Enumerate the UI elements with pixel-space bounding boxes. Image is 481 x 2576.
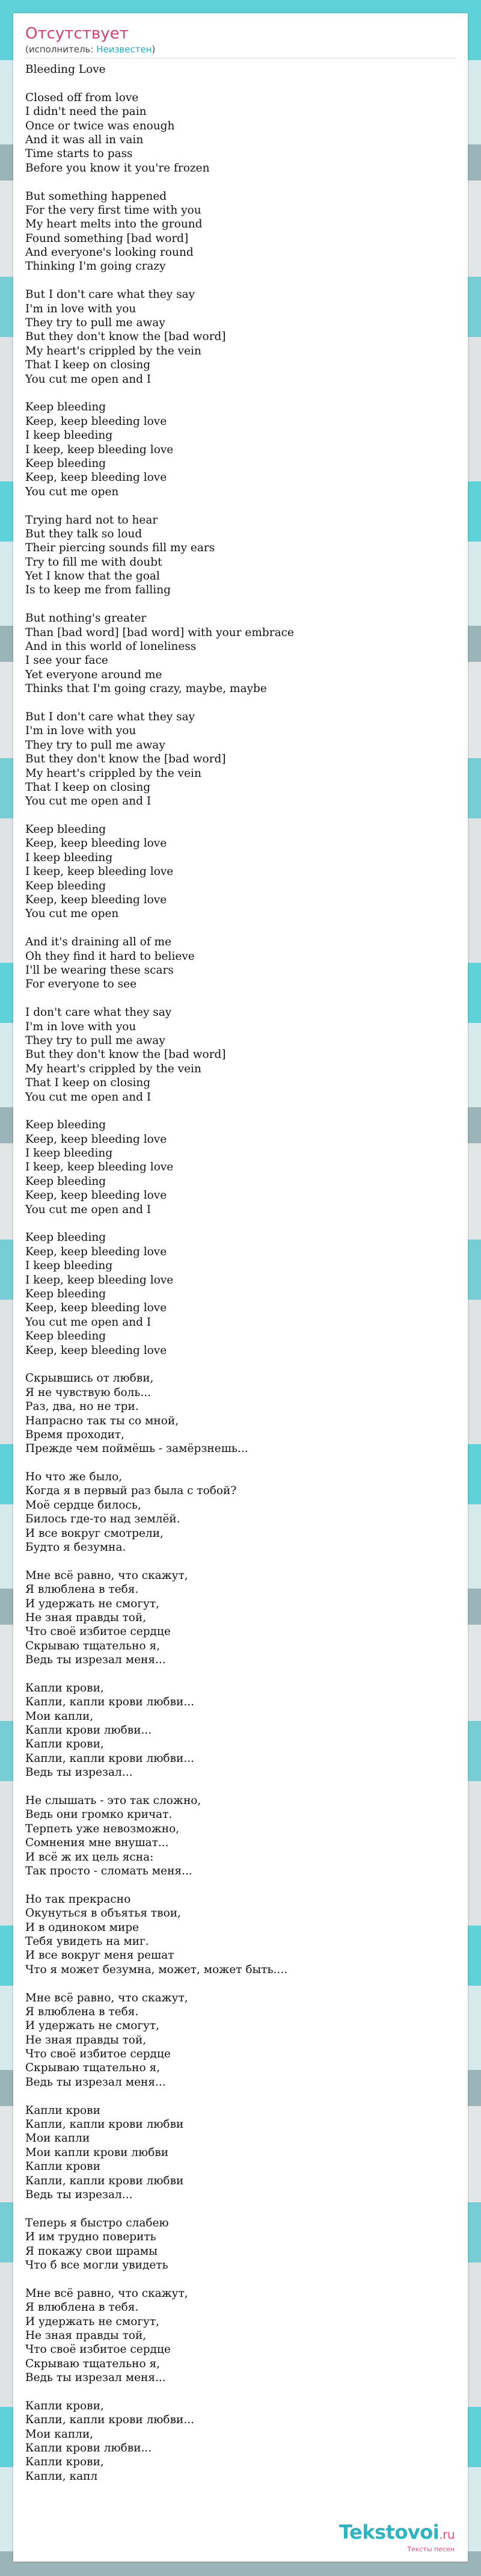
lyric-line: Ведь ты изрезал... — [25, 1766, 133, 1779]
lyric-line: Что своё избитое сердце — [25, 1625, 171, 1639]
lyric-line: I keep, keep bleeding love — [25, 1273, 174, 1286]
lyric-line: Капли, капл — [25, 2469, 98, 2483]
lyric-line: Билось где-то над землёй. — [25, 1513, 180, 1526]
lyric-line: Мне всё равно, что скажут, — [25, 1569, 188, 1582]
lyric-line: Капли крови — [25, 2104, 100, 2117]
lyric-line — [25, 921, 456, 935]
lyric-line: Капли, капли крови любви... — [25, 2414, 194, 2427]
lyric-line: Keep bleeding — [25, 457, 106, 470]
lyric-line: I see your face — [25, 654, 108, 667]
lyric-line: Keep bleeding — [25, 1119, 106, 1132]
lyric-line: Капли крови, — [25, 2399, 104, 2412]
lyric-line: Their piercing sounds fill my ears — [25, 542, 215, 555]
lyric-line: Keep, keep bleeding love — [25, 1245, 167, 1258]
lyric-line — [25, 1217, 456, 1231]
lyric-line: I keep, keep bleeding love — [25, 865, 174, 879]
lyric-line — [25, 1554, 456, 1568]
lyric-line: Раз, два, но не три. — [25, 1400, 139, 1413]
lyric-line: И удержать не смогут, — [25, 2315, 160, 2328]
lyric-line: Ведь они громко кричат. — [25, 1808, 173, 1821]
lyric-line: Keep, keep bleeding love — [25, 1344, 167, 1357]
lyric-line: My heart's crippled by the vein — [25, 1062, 201, 1075]
lyric-line: Bleeding Love — [25, 63, 106, 76]
lyric-line: And it was all in vain — [25, 133, 144, 146]
lyric-line: Ведь ты изрезал... — [25, 2188, 133, 2201]
site-logo[interactable] — [339, 2521, 455, 2553]
lyric-line: You cut me open and I — [25, 1315, 152, 1329]
lyric-line: Скрывшись от любви, — [25, 1372, 154, 1385]
lyric-line: Я не чувствую боль... — [25, 1386, 152, 1399]
lyric-line: Мне всё равно, что скажут, — [25, 1991, 188, 2004]
lyric-line — [25, 1104, 456, 1118]
lyric-line: I keep bleeding — [25, 851, 113, 864]
artist-suffix: ) — [152, 44, 156, 55]
lyric-line: Ведь ты изрезал меня... — [25, 2075, 166, 2089]
lyric-line: But nothing's greater — [25, 612, 147, 625]
lyric-line: Keep bleeding — [25, 823, 106, 836]
lyric-line: I'm in love with you — [25, 302, 136, 315]
lyric-line: Напрасно так ты со мной, — [25, 1414, 179, 1427]
artist-link[interactable]: Неизвестен — [96, 44, 152, 55]
lyric-line: You cut me open — [25, 485, 119, 498]
lyric-line: I keep bleeding — [25, 1259, 113, 1273]
lyric-line: I keep bleeding — [25, 429, 113, 442]
lyric-line: Мои капли, — [25, 2427, 94, 2441]
lyric-line: For everyone to see — [25, 978, 137, 991]
lyric-line: Теперь я быстро слабею — [25, 2216, 169, 2229]
artist-prefix: (исполнитель: — [25, 44, 97, 55]
lyric-line: But they don't know the [bad word] — [25, 330, 226, 344]
lyric-line — [25, 992, 456, 1005]
lyric-line: Капли крови — [25, 2160, 100, 2173]
lyric-line: Моё сердце билось, — [25, 1498, 141, 1512]
lyric-line: И все вокруг меня решат — [25, 1949, 174, 1962]
lyric-line: Than [bad word] [bad word] with your embrace — [25, 626, 294, 639]
lyric-line: They try to pull me away — [25, 738, 165, 752]
lyric-line: Keep bleeding — [25, 1330, 106, 1343]
lyric-line: Капли крови, — [25, 1738, 104, 1751]
lyric-line — [25, 2202, 456, 2216]
lyric-line: Прежде чем поймёшь - замёрзнешь... — [25, 1442, 248, 1456]
lyric-line: But they don't know the [bad word] — [25, 753, 226, 766]
lyric-line: Я влюблена в тебя. — [25, 1583, 139, 1596]
lyric-line: I'm in love with you — [25, 1020, 136, 1033]
lyric-line — [25, 1667, 456, 1681]
lyric-line — [25, 598, 456, 611]
lyric-line: Trying hard not to hear — [25, 513, 158, 527]
lyric-line: Терпеть уже невозможно, — [25, 1822, 180, 1835]
lyric-line: И все вокруг смотрели, — [25, 1527, 164, 1540]
lyric-line: But I don't care what they say — [25, 288, 195, 301]
lyric-line: Капли крови любви... — [25, 1724, 152, 1737]
lyric-line: Не слышать - это так сложно, — [25, 1794, 201, 1808]
lyric-line: Мои капли крови любви — [25, 2146, 169, 2159]
lyric-line: Капли, капли крови любви — [25, 2174, 184, 2187]
lyric-line: Thinks that I'm going crazy, maybe, maybe — [25, 682, 267, 696]
lyric-line: Before you know it you're frozen — [25, 161, 210, 175]
lyric-line: И удержать не смогут, — [25, 2019, 160, 2033]
lyric-line: Keep, keep bleeding love — [25, 894, 167, 907]
lyric-line: Будто я безумна. — [25, 1541, 126, 1554]
lyric-line: I'll be wearing these scars — [25, 964, 174, 977]
logo-name: Tekstovoi — [339, 2521, 440, 2544]
lyric-line: They try to pull me away — [25, 1034, 165, 1047]
lyric-line: I keep, keep bleeding love — [25, 1161, 174, 1174]
lyric-line: Time starts to pass — [25, 147, 133, 161]
lyric-line: Keep, keep bleeding love — [25, 1189, 167, 1202]
lyric-line: Капли крови, — [25, 1681, 104, 1694]
lyric-line — [25, 1456, 456, 1470]
lyric-line: Once or twice was enough — [25, 119, 175, 132]
lyric-line: They try to pull me away — [25, 317, 165, 330]
lyric-line — [25, 2385, 456, 2398]
lyric-line: My heart's crippled by the vein — [25, 767, 201, 780]
lyric-line — [25, 2272, 456, 2286]
lyric-line: Thinking I'm going crazy — [25, 260, 166, 273]
lyric-line: Keep, keep bleeding love — [25, 837, 167, 850]
lyric-line: Ведь ты изрезал меня... — [25, 1654, 166, 1667]
lyric-line: Я влюблена в тебя. — [25, 2301, 139, 2314]
lyric-line: Что я может безумна, может, может быть.... — [25, 1963, 288, 1976]
lyric-line: Но так прекрасно — [25, 1892, 131, 1906]
lyric-line: You cut me open and I — [25, 372, 152, 386]
lyric-line: You cut me open and I — [25, 1090, 152, 1104]
lyric-line: I keep, keep bleeding love — [25, 443, 174, 456]
lyric-line: That I keep on closing — [25, 359, 151, 372]
lyric-line: Keep, keep bleeding love — [25, 1132, 167, 1146]
lyric-line: Keep bleeding — [25, 401, 106, 414]
lyric-line: And it's draining all of me — [25, 936, 172, 949]
lyric-line — [25, 175, 456, 189]
lyric-line: My heart's crippled by the vein — [25, 344, 201, 357]
lyric-line: Время проходит, — [25, 1428, 125, 1441]
lyric-line: For the very first time with you — [25, 203, 201, 217]
song-title: Отсутствует — [25, 25, 129, 43]
lyric-line — [25, 274, 456, 288]
lyric-line: Скрываю тщательно я, — [25, 2357, 161, 2370]
lyric-line: But they talk so loud — [25, 527, 142, 540]
lyric-line: Oh they find it hard to believe — [25, 950, 195, 963]
lyric-line: И удержать не смогут, — [25, 1597, 160, 1610]
lyric-line: And everyone's looking round — [25, 246, 194, 259]
artist-line — [25, 43, 456, 55]
lyric-line: My heart melts into the ground — [25, 218, 203, 231]
lyric-line: You cut me open — [25, 907, 119, 921]
lyric-line: Keep bleeding — [25, 1231, 106, 1244]
lyric-line: That I keep on closing — [25, 780, 151, 794]
lyric-line: Тебя увидеть на миг. — [25, 1935, 149, 1948]
lyrics-page — [13, 13, 468, 2562]
lyric-line: Closed off from love — [25, 91, 139, 104]
lyric-line: Ведь ты изрезал меня... — [25, 2371, 166, 2385]
lyric-line: Но что же было, — [25, 1471, 123, 1484]
lyric-line: Так просто - сломать меня... — [25, 1865, 192, 1877]
lyric-line — [25, 809, 456, 823]
lyric-line: Что своё избитое сердце — [25, 2343, 171, 2356]
lyric-line: Сомнения мне внушат... — [25, 1836, 169, 1850]
lyric-line: И в одиноком мире — [25, 1921, 139, 1934]
lyric-line: Keep, keep bleeding love — [25, 471, 167, 484]
lyric-line: Keep, keep bleeding love — [25, 415, 167, 428]
lyric-line: Keep bleeding — [25, 1175, 106, 1188]
lyric-line — [25, 499, 456, 513]
lyric-line: Try to fill me with doubt — [25, 555, 162, 569]
lyric-line: And in this world of loneliness — [25, 640, 197, 653]
lyric-line: Keep bleeding — [25, 1287, 106, 1300]
lyric-line — [25, 696, 456, 710]
lyric-line: But I don't care what they say — [25, 710, 195, 723]
lyric-line — [25, 76, 456, 90]
lyric-line: Is to keep me from falling — [25, 584, 171, 597]
lyric-line: Keep bleeding — [25, 879, 106, 892]
lyric-line: Капли крови любви... — [25, 2442, 152, 2455]
lyric-line: Found something [bad word] — [25, 232, 189, 245]
lyrics-text — [25, 63, 456, 2483]
lyric-line: Keep, keep bleeding love — [25, 1302, 167, 1315]
lyric-line: Капли, капли крови любви... — [25, 1696, 194, 1709]
lyric-line: Мои капли — [25, 2132, 90, 2145]
lyric-line — [25, 386, 456, 400]
lyric-line — [25, 1977, 456, 1991]
lyric-line — [25, 1780, 456, 1794]
lyric-line: Мне всё равно, что скажут, — [25, 2287, 188, 2300]
lyric-line: Yet everyone around me — [25, 668, 162, 681]
lyric-line: Окунуться в объятья твои, — [25, 1907, 181, 1920]
lyric-line: I don't care what they say — [25, 1006, 172, 1019]
logo-tld: .ru — [439, 2527, 455, 2542]
lyric-line: Yet I know that the goal — [25, 570, 160, 583]
lyric-line: Не зная правды той, — [25, 2329, 147, 2342]
lyric-line: Мои капли, — [25, 1710, 94, 1723]
lyric-line — [25, 2089, 456, 2103]
lyric-line: I'm in love with you — [25, 724, 136, 738]
lyric-line: You cut me open and I — [25, 1203, 152, 1216]
lyric-line: Когда я в первый раз была с тобой? — [25, 1484, 237, 1498]
lyric-line: But something happened — [25, 190, 167, 203]
lyric-line: И всё ж их цель ясна: — [25, 1850, 154, 1864]
lyric-line: I keep bleeding — [25, 1147, 113, 1160]
lyric-line: Что б все могли увидеть — [25, 2258, 168, 2272]
lyric-line: That I keep on closing — [25, 1076, 151, 1090]
logo-tagline: Тексты песен — [407, 2545, 455, 2553]
lyric-line — [25, 1357, 456, 1371]
lyric-line: I didn't need the pain — [25, 105, 147, 119]
lyric-line — [25, 1878, 456, 1892]
lyric-line: Капли, капли крови любви... — [25, 1752, 194, 1765]
lyric-line: Скрываю тщательно я, — [25, 1639, 161, 1652]
lyric-line: Капли крови, — [25, 2456, 104, 2469]
lyric-line: You cut me open and I — [25, 795, 152, 808]
song-header — [25, 24, 456, 58]
lyric-line: Капли, капли крови любви — [25, 2118, 184, 2131]
lyric-line: Не зная правды той, — [25, 1611, 147, 1624]
lyric-line: Не зная правды той, — [25, 2033, 147, 2046]
lyric-line: Я влюблена в тебя. — [25, 2005, 139, 2018]
lyric-line: Что своё избитое сердце — [25, 2048, 171, 2061]
lyric-line: Скрываю тщательно я, — [25, 2062, 161, 2075]
lyric-line: Я покажу свои шрамы — [25, 2244, 158, 2258]
lyric-line: But they don't know the [bad word] — [25, 1048, 226, 1061]
lyric-line: И им трудно поверить — [25, 2231, 156, 2244]
